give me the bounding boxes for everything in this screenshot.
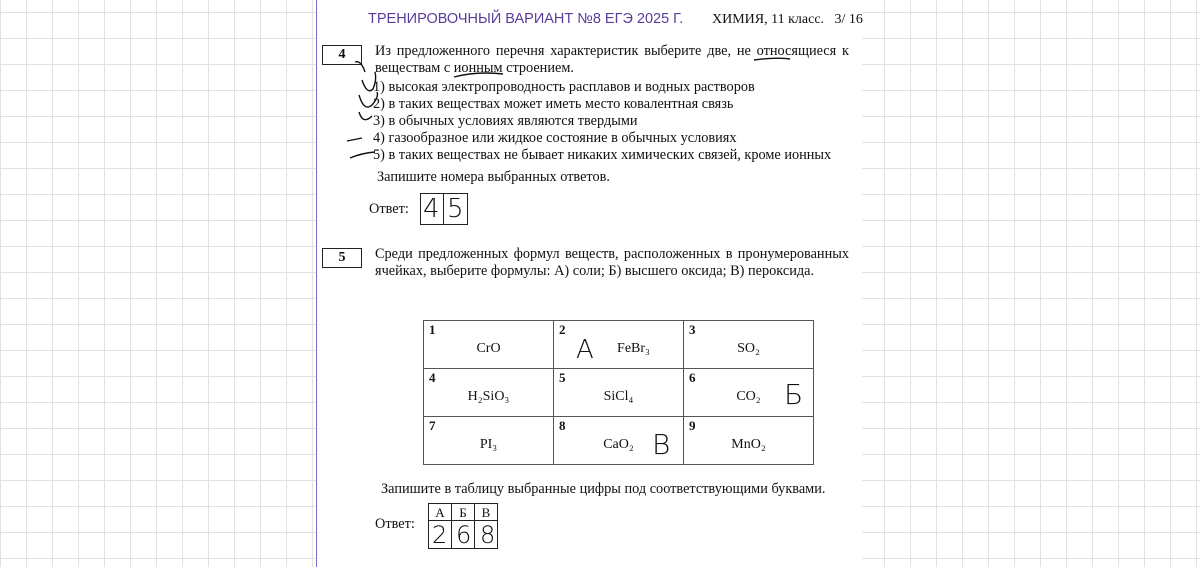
check-mark-icon — [362, 72, 376, 91]
q4-handwritten-1: 4 — [423, 194, 440, 224]
cell-9: 9 MnO₂ — [684, 417, 814, 465]
check-mark-icon — [355, 62, 365, 72]
q5-handwritten-1: 2 — [432, 521, 448, 549]
mark-a: А — [576, 335, 594, 365]
underline-mark — [454, 73, 503, 77]
col-a: А — [429, 504, 452, 521]
q5-text-2: ячейках, выберите формулы: А) соли; Б) высшего оксида; В) пероксида. — [375, 263, 815, 279]
q5-text-1: Среди предложенных формул веществ, расположенных в пронумерованных — [375, 246, 849, 262]
question-4-number: 4 — [322, 45, 362, 65]
q4-handwritten-2: 5 — [447, 194, 464, 224]
q5-handwritten-2: 6 — [456, 521, 472, 549]
q4-option-1: 1) высокая электропроводность расплавов и водных растворов — [373, 79, 755, 95]
q5-instruction: Запишите в таблицу выбранные цифры под соответствующими буквами. — [381, 481, 826, 497]
handwritten-annotations — [317, 0, 863, 567]
q5-handwritten-3: 8 — [480, 521, 496, 549]
question-5-number: 5 — [322, 248, 362, 268]
header-title: ТРЕНИРОВОЧНЫЙ ВАРИАНТ №8 ЕГЭ 2025 Г. — [368, 11, 684, 27]
cell-7: 7 PI₃ — [424, 417, 554, 465]
check-mark-icon — [359, 112, 372, 120]
mark-v: В — [652, 428, 671, 461]
mark-b: Б — [784, 378, 804, 411]
q4-instruction: Запишите номера выбранных ответов. — [377, 169, 610, 185]
cell-5: 5 SiCl₄ — [554, 369, 684, 417]
page-number: 3/ 16 — [834, 12, 863, 27]
q4-option-5: 5) в таких веществах не бывает никаких химических связей, кроме ионных — [373, 147, 832, 163]
dash-mark-icon — [347, 138, 362, 141]
worksheet-page — [316, 0, 862, 567]
q4-answer-label: Ответ: — [369, 201, 409, 217]
subject: ХИМИЯ, 11 класс. — [712, 12, 825, 27]
cell-6: 6 CO₂ Б — [684, 369, 814, 417]
cell-8: 8 CaO₂ В — [554, 417, 684, 465]
cell-2: 2 FeBr₃ А — [554, 321, 684, 369]
underline-mark — [754, 58, 790, 60]
q4-option-2: 2) в таких веществах может иметь место ковалентная связь — [373, 96, 734, 112]
q4-option-4: 4) газообразное или жидкое состояние в обычных условиях — [373, 130, 737, 146]
q4-text-2: веществам с ионным строением. — [375, 60, 574, 76]
q4-text-1: Из предложенного перечня характеристик выберите две, не относящиеся к — [375, 43, 849, 59]
check-mark-icon — [359, 92, 377, 107]
cell-4: 4 H₂SiO₃ — [424, 369, 554, 417]
cell-1: 1 CrO — [424, 321, 554, 369]
col-b: Б — [452, 504, 475, 521]
q4-option-3: 3) в обычных условиях являются твердыми — [373, 113, 638, 129]
cell-3: 3 SO₂ — [684, 321, 814, 369]
col-v: В — [475, 504, 498, 521]
dash-mark-icon — [350, 152, 375, 158]
q5-answer-label: Ответ: — [375, 516, 415, 532]
